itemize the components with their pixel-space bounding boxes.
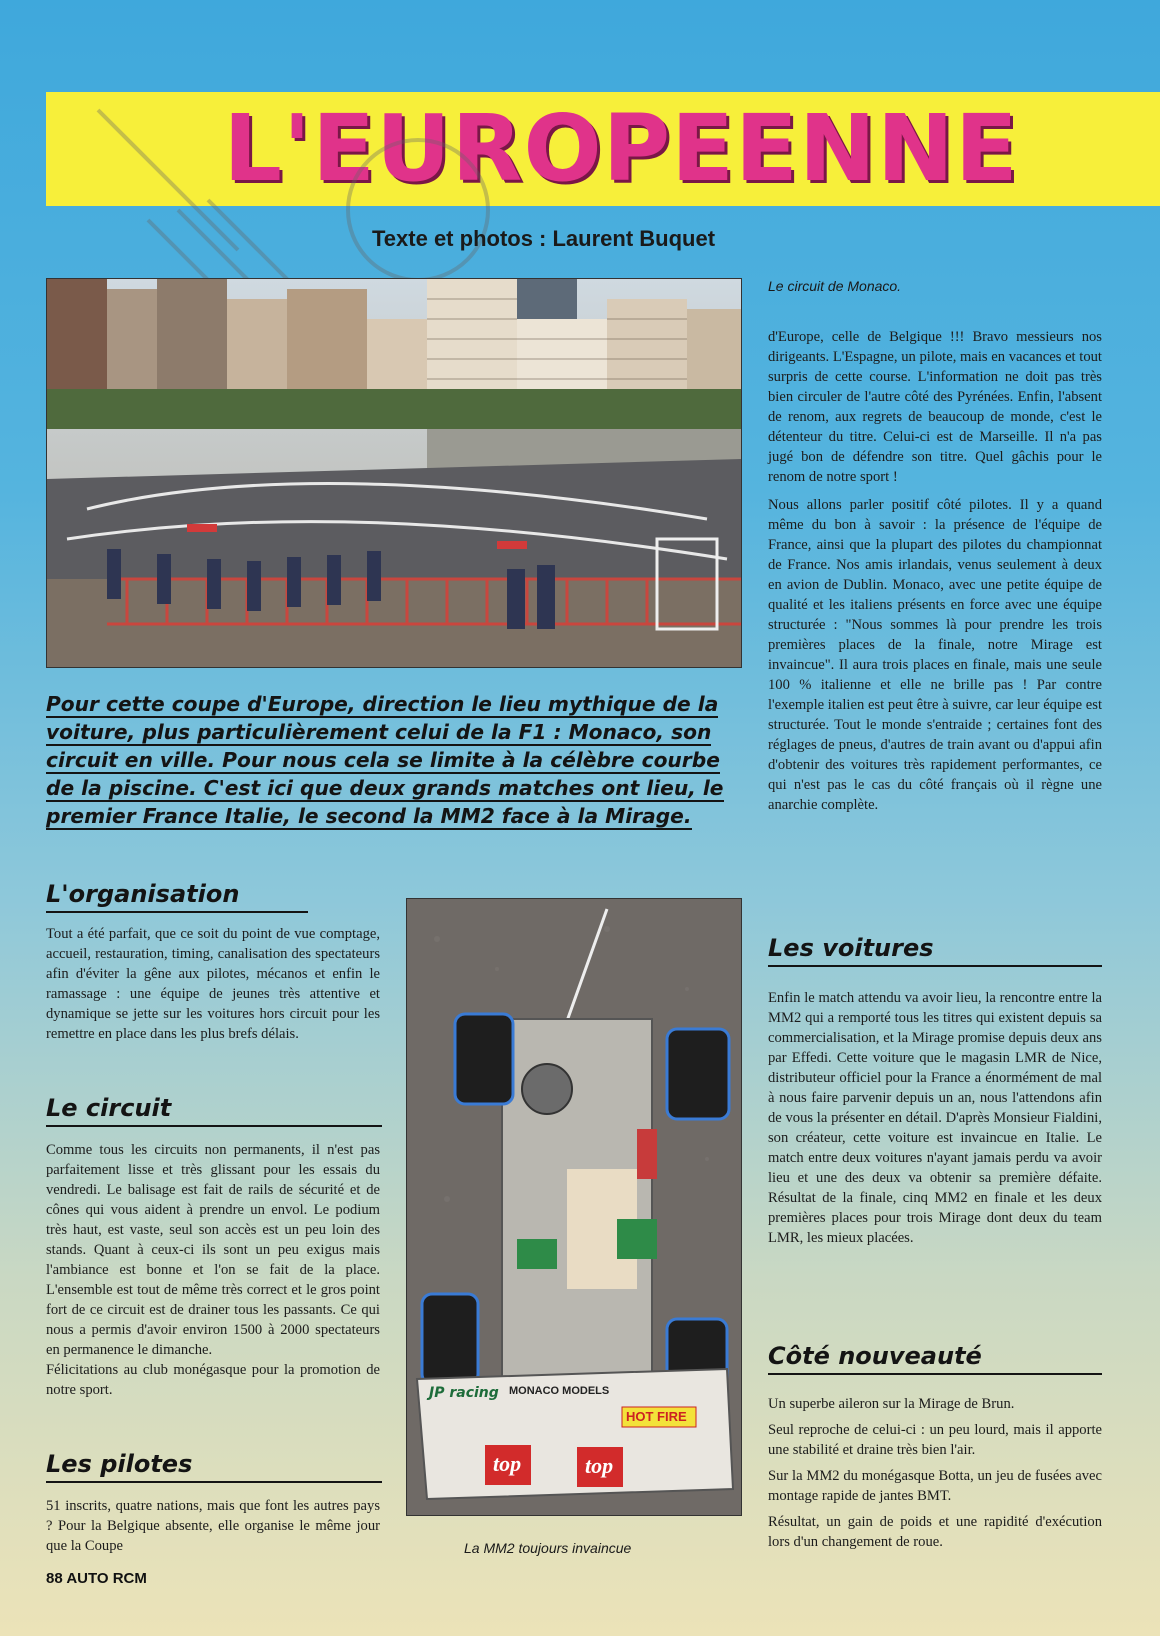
heading-pilotes: Les pilotes [46,1450,382,1483]
heading-voitures: Les voitures [768,934,1102,967]
heading-organisation: L'organisation [46,880,308,913]
circuit-paragraph: Comme tous les circuits non permanents, il n'est pas parfaitement lisse et très glissant pour les essais du vendredi. Le balisage est fait de rails de sécurité et de cônes qui vous aident à prendre un envol. Le podium très haut, est vaste, seul son accès est un peu loin des stands. Quant à ceux-ci ils sont un peu exigus mais l'ambiance est bonne et l'on se fait de la place. L'ensemble est tout de même très correct et le gros point fort de ce circuit est de drainer tous les passants. Ce qui nous a permis d'avoir environ 1500 à 2000 spectateurs en permanence le dimanche. [46,1142,380,1358]
nouveaute-paragraph-1: Un superbe aileron sur la Mirage de Brun. [768,1396,1015,1412]
nouveaute-paragraph-4: Résultat, un gain de poids et une rapidité d'exécution lors d'un changement de roue. [768,1514,1102,1550]
watermark-logo-icon [88,100,508,300]
magazine-name: AUTO RCM [66,1570,147,1587]
nouveaute-paragraph-2: Seul reproche de celui-ci : un peu lourd, mais il apporte une stabilité et draine très bien l'air. [768,1422,1102,1458]
organisation-text: Tout a été parfait, que ce soit du point de vue comptage, accueil, restauration, timing, canalisation des spectateurs afin d'éviter la gêne aux pilotes, mécanos et enfin le ramassage : une équipe de jeunes très attentive et dynamique se jette sur les voitures hors circuit pour les remettre en place dans les plus brefs délais. [46,926,380,1042]
monaco-circuit-photo [46,278,742,668]
decal-hot-fire: HOT FIRE [626,1409,687,1424]
monaco-photo-caption: Le circuit de Monaco. [768,278,902,294]
pilotes-text: 51 inscrits, quatre nations, mais que font les autres pays ? Pour la Belgique absente, elle organise le même jour que la Coupe [46,1498,380,1554]
heading-circuit: Le circuit [46,1094,382,1127]
decal-top-2: top [585,1453,614,1478]
page-number: 88 [46,1570,63,1587]
right-paragraph-1: d'Europe, celle de Belgique !!! Bravo messieurs nos dirigeants. L'Espagne, un pilote, mais en vacances et tout surpris de cette course. L'information ne doit pas très bien circuler de l'autre côté des Pyrénées. Enfin, l'absent de renom, aux regrets de beaucoup de monde, c'est le détenteur du titre. Celui-ci est de Marseille. Il n'a pas jugé bon de défendre son titre. Quel gâchis pour le renom de notre sport ! [768,329,1102,485]
decal-monaco-models: MONACO MODELS [509,1385,610,1397]
voitures-text: Enfin le match attendu va avoir lieu, la rencontre entre la MM2 qui a remporté tous les titres qui existent depuis sa commercialisation, et la Mirage promise depuis deux ans par Effedi. Cette voiture que le magasin LMR de Nice, distributeur officiel pour la France a énormément de mal à nous faire parvenir depuis un an, nous l'attendons afin de vous la présenter en détail. D'après Monsieur Fialdini, son créateur, cette voiture est invaincue en Italie. Le match entre deux voitures n'ayant jamais perdu va avoir lieu et une des deux va obtenir sa première défaite. Résultat de la finale, cinq MM2 en finale et les deux premières places pour trois Mirage dont deux du team LMR, les mieux placées. [768,990,1102,1246]
right-column-text [768,327,1102,823]
mm2-car-photo [406,898,742,1516]
decal-top-1: top [493,1451,522,1476]
decal-jp-racing: JP racing [429,1385,499,1401]
byline: Texte et photos : Laurent Buquet [372,226,716,251]
page-footer [46,1570,147,1587]
page-title: L'EUROPEENNE [223,95,1019,202]
lead-text: Pour cette coupe d'Europe, direction le lieu mythique de la voiture, plus particulièrement celui de la F1 : Monaco, son circuit en ville. Pour nous cela se limite à la célèbre courbe de la piscine. C'est ici que deux grands matches ont lieu, le premier France Italie, le second la MM2 face à la Mirage. [46,692,724,828]
heading-nouveaute: Côté nouveauté [768,1342,1102,1375]
right-paragraph-2: Nous allons parler positif côté pilotes. Il y a quand même du bon à savoir : la présence de l'équipe de France, ainsi que la plupart des pilotes du championnat de France. Nos amis irlandais, venus seulement à deux en avion de Dublin. Monaco, avec une petite équipe de qualité et les italiens présents en force avec une équipe structurée : "Nous sommes là pour prendre les trois premières places de la finale, notre Mirage est invaincue". Il aura trois places en finale, mais une seule 100 % italienne et elle ne brille pas ! Par contre l'exemple italien est peut être à suivre, car leur équipe est structurée. Tout le monde s'entraide ; certaines font des réglages de pneus, d'autres de train avant ou d'appui afin d'obtenir des voitures très rapidement performantes, ce qui n'est pas le cas du côté français où il règne une anarchie complète. [768,497,1102,813]
nouveaute-paragraph-3: Sur la MM2 du monégasque Botta, un jeu de fusées avec montage rapide de jantes BMT. [768,1468,1102,1504]
car-photo-caption: La MM2 toujours invaincue [464,1540,632,1556]
circuit-paragraph-2: Félicitations au club monégasque pour la promotion de notre sport. [46,1362,380,1398]
lead-paragraph [46,690,746,830]
circuit-text [46,1140,380,1400]
nouveaute-text [768,1394,1102,1552]
